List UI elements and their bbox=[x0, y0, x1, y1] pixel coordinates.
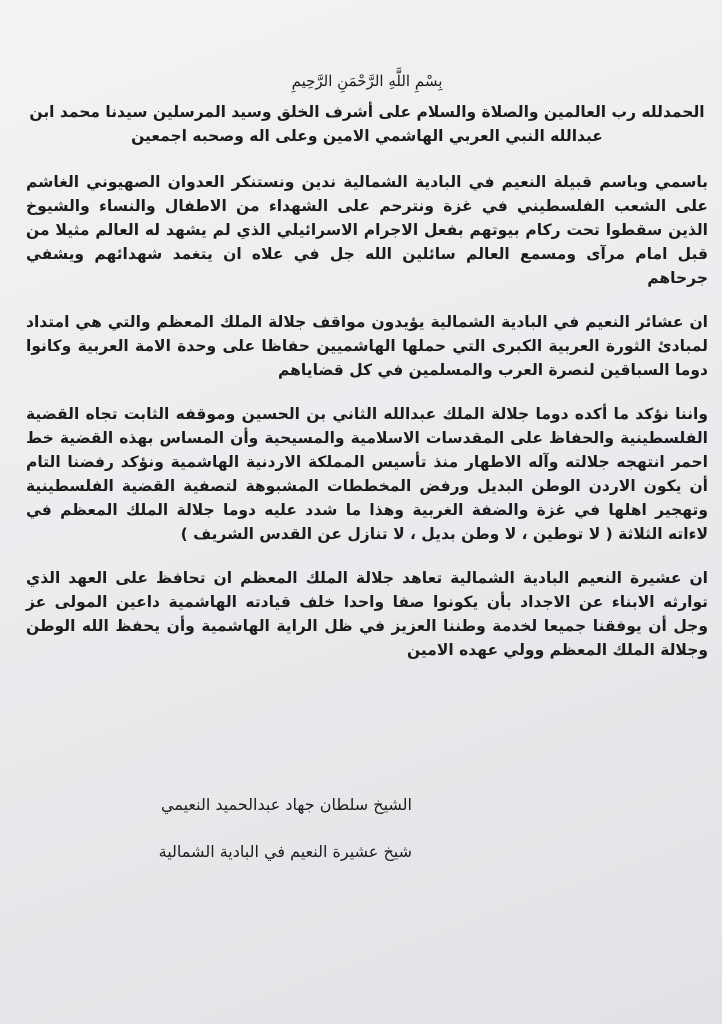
paragraph-condemnation: باسمي وباسم قبيلة النعيم في البادية الشمالية ندين ونستنكر العدوان الصهيوني الغاشم على الشعب الفلسطيني في غزة ونترحم على الشهداء من الاطفال والنساء والشيوخ الذين سقطوا تحت ركام بيوتهم بفعل الاجرام الاسرائيلي الذي لم يشهد له العالم مثيلا من قبل امام مرآى ومسمع العالم سائلين الله جل في علاه ان يتغمد شهدائهم ويشفي جرحاهم bbox=[26, 173, 708, 287]
paragraph-pledge: ان عشيرة النعيم البادية الشمالية تعاهد جلالة الملك المعظم ان تحافظ على العهد الذي توارثه الابناء عن الاجداد بأن يكونوا صفا واحدا خلف قيادته الهاشمية داعين المولى عز وجل أن يوفقنا جميعا لخدمة وطننا العزيز في ظل الراية الهاشمية وأن يحفظ الله الوطن وجلالة الملك المعظم وولي عهده الامين bbox=[26, 569, 708, 659]
paragraph-support: ان عشائر النعيم في البادية الشمالية يؤيدون مواقف جلالة الملك المعظم والتي هي امتداد لمبادئ الثورة العربية الكبرى التي حملها الهاشميين حفاظا على وحدة الامة العربية وكانوا دوما السباقين لنصرة العرب والمسلمين في كل قضاياهم bbox=[26, 313, 708, 379]
opening-praise: الحمدلله رب العالمين والصلاة والسلام على أشرف الخلق وسيد المرسلين سيدنا محمد ابن عبدالله النبي العربي الهاشمي الامين وعلى اله وصحبه اجمعين bbox=[29, 103, 705, 145]
paragraph-position: واننا نؤكد ما أكده دوما جلالة الملك عبدالله الثاني بن الحسين وموقفه الثابت تجاه القضية الفلسطينية والحفاظ على المقدسات الاسلامية والمسيحية وأن المساس بهذه القضية خط احمر انتهجه جلالته وآله الاطهار منذ تأسيس المملكة الاردنية الهاشمية ونؤكد رفضنا التام أن يكون الاردن الوطن البديل ورفض المخططات المشبوهة لتصفية القضية الفلسطينية وتهجير اهلها في غزة والضفة الغربية وهذا ما شدد عليه دوما جلالة الملك المعظم في لاءاته الثلاثة ( لا توطين ، لا وطن بديل ، لا تنازل عن القدس الشريف ) bbox=[26, 405, 708, 543]
signature-title: شيخ عشيرة النعيم في البادية الشمالية bbox=[158, 842, 412, 861]
signature-name: الشيخ سلطان جهاد عبدالحميد النعيمي bbox=[161, 795, 412, 814]
basmala-heading: بِسْمِ اللَّهِ الرَّحْمَنِ الرَّحِيمِ bbox=[291, 72, 443, 90]
letter-body bbox=[26, 60, 708, 682]
